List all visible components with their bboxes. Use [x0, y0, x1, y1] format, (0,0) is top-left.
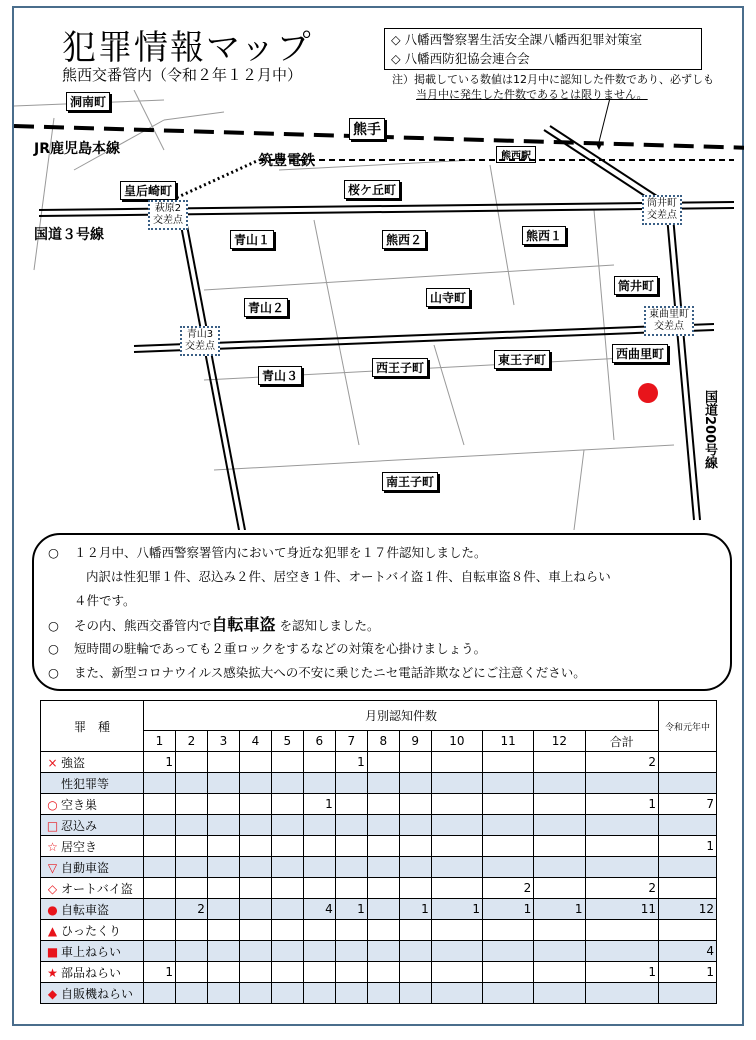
count-cell [239, 836, 271, 857]
table-row [41, 794, 717, 815]
crime-category [41, 941, 144, 962]
count-cell [534, 983, 585, 1004]
count-cell: 1 [144, 962, 176, 983]
count-cell [431, 941, 482, 962]
map-lines [14, 90, 744, 530]
count-cell [239, 941, 271, 962]
month-header: 9 [399, 731, 431, 752]
org-line-1: ◇ 八幡西警察署生活安全課八幡西犯罪対策室 [391, 32, 643, 47]
count-cell [367, 962, 399, 983]
count-cell [207, 773, 239, 794]
count-cell [335, 773, 367, 794]
table-row [41, 899, 717, 920]
count-cell [207, 794, 239, 815]
month-header: 8 [367, 731, 399, 752]
count-cell: 1 [534, 899, 585, 920]
label-sakuragaoka: 桜ケ丘町 [344, 180, 400, 199]
count-cell [175, 878, 207, 899]
count-cell [271, 920, 303, 941]
label-kurosaki: 皇后崎町 [120, 181, 176, 200]
month-header: 2 [175, 731, 207, 752]
count-cell [144, 920, 176, 941]
category-symbol-icon: ◆ [47, 986, 58, 1001]
prev-year-cell [659, 878, 717, 899]
info-line-4: ○ その内、熊西交番管内で自転車盗 を認知しました。 [48, 615, 380, 634]
month-header: 11 [483, 731, 534, 752]
category-name: 居空き [61, 839, 98, 854]
count-cell [431, 752, 482, 773]
count-cell [271, 941, 303, 962]
category-symbol-icon: □ [46, 818, 59, 833]
count-cell [483, 962, 534, 983]
month-header: 12 [534, 731, 585, 752]
count-cell [534, 941, 585, 962]
category-symbol-icon: ● [47, 902, 58, 917]
crime-category [41, 920, 144, 941]
page-title: 犯罪情報マップ [62, 28, 313, 68]
count-cell: 1 [585, 962, 658, 983]
count-cell [335, 962, 367, 983]
note-line-1: 注）掲載している数値は12月中に認知した件数であり、必ずしも [392, 73, 714, 86]
emphasis-bicycle-theft: 自転車盗 [211, 615, 276, 634]
count-cell [534, 857, 585, 878]
crossing-tsutsui: 筒井町 交差点 [642, 195, 682, 225]
category-symbol-icon: ▲ [47, 923, 58, 938]
count-cell [399, 983, 431, 1004]
prev-year-cell: 12 [659, 899, 717, 920]
count-cell [399, 773, 431, 794]
count-cell: 2 [175, 899, 207, 920]
category-symbol-icon: ★ [47, 965, 58, 980]
label-sannji: 山寺町 [426, 288, 470, 307]
label-jr-line: JR鹿児島本線 [34, 141, 120, 157]
table-row [41, 815, 717, 836]
prev-year-header: 令和元年中 [659, 701, 717, 752]
crime-stats-table [40, 700, 717, 1004]
crime-map [14, 90, 744, 530]
count-cell [175, 983, 207, 1004]
count-cell [239, 752, 271, 773]
count-cell [239, 983, 271, 1004]
count-cell [399, 794, 431, 815]
count-cell [207, 962, 239, 983]
category-header: 罪 種 [41, 701, 144, 752]
count-cell [303, 878, 335, 899]
category-name: ひったくり [61, 923, 122, 938]
organization-box [384, 28, 702, 70]
label-kumanishi1: 熊西１ [522, 226, 566, 245]
label-tsutsui: 筒井町 [614, 276, 658, 295]
count-cell [399, 836, 431, 857]
category-name: 空き巣 [61, 797, 98, 812]
count-cell [483, 794, 534, 815]
count-cell [271, 878, 303, 899]
count-cell [239, 899, 271, 920]
count-cell [271, 773, 303, 794]
count-cell: 1 [335, 899, 367, 920]
count-cell [367, 983, 399, 1004]
info-line-2: 内訳は性犯罪１件、忍込み２件、居空き１件、オートバイ盗１件、自転車盗８件、車上ねらい [86, 569, 611, 584]
label-station: 熊西駅 [496, 146, 536, 163]
count-cell [483, 815, 534, 836]
month-header: 合計 [585, 731, 658, 752]
info-line-1: ○ １２月中、八幡西警察署管内において身近な犯罪を１７件認知しました。 [48, 545, 487, 560]
bicycle-theft-marker [638, 383, 658, 403]
label-route-3: 国道３号線 [34, 227, 104, 243]
note-line-2: 当月中に発生した件数であるとは限りません。 [416, 88, 648, 101]
crime-category [41, 962, 144, 983]
count-cell [144, 815, 176, 836]
count-cell [585, 983, 658, 1004]
count-cell [585, 815, 658, 836]
count-cell [335, 878, 367, 899]
count-cell [483, 836, 534, 857]
count-cell: 1 [335, 752, 367, 773]
count-cell: 4 [303, 899, 335, 920]
count-cell [399, 941, 431, 962]
count-cell [585, 920, 658, 941]
crime-category [41, 836, 144, 857]
count-cell [303, 920, 335, 941]
count-cell [483, 773, 534, 794]
org-line-2: ◇ 八幡西防犯協会連合会 [391, 51, 530, 66]
count-cell [271, 836, 303, 857]
label-kumate: 熊手 [349, 118, 385, 140]
count-cell [585, 773, 658, 794]
month-header: 6 [303, 731, 335, 752]
count-cell [335, 983, 367, 1004]
count-cell [483, 941, 534, 962]
count-cell [483, 857, 534, 878]
count-cell [175, 941, 207, 962]
count-cell: 1 [585, 794, 658, 815]
count-cell [367, 794, 399, 815]
category-symbol-icon: ☆ [47, 839, 58, 854]
count-cell [534, 878, 585, 899]
month-header: 10 [431, 731, 482, 752]
prev-year-cell [659, 773, 717, 794]
count-cell [207, 857, 239, 878]
count-cell [207, 836, 239, 857]
info-box [32, 533, 732, 691]
count-cell: 1 [483, 899, 534, 920]
count-cell: 2 [585, 752, 658, 773]
count-cell [585, 857, 658, 878]
category-name: 忍込み [61, 818, 98, 833]
crime-category [41, 794, 144, 815]
category-name: 性犯罪等 [61, 776, 110, 791]
table-row [41, 773, 717, 794]
prev-year-cell [659, 815, 717, 836]
count-cell [534, 773, 585, 794]
count-cell [303, 857, 335, 878]
count-cell [335, 815, 367, 836]
count-cell [207, 899, 239, 920]
count-cell [303, 983, 335, 1004]
count-cell [534, 836, 585, 857]
crime-category [41, 899, 144, 920]
prev-year-cell: 7 [659, 794, 717, 815]
table-row [41, 962, 717, 983]
count-cell [367, 836, 399, 857]
count-cell [303, 752, 335, 773]
crossing-higashimagari: 東曲里町 交差点 [644, 306, 694, 336]
category-name: 自転車盗 [61, 902, 110, 917]
count-cell [399, 815, 431, 836]
count-cell [534, 815, 585, 836]
count-cell [399, 752, 431, 773]
info-line-5: ○ 短時間の駐輪であっても２重ロックをするなどの対策を心掛けましょう。 [48, 641, 487, 656]
label-aoyama1: 青山１ [230, 230, 274, 249]
prev-year-cell [659, 983, 717, 1004]
count-cell [271, 962, 303, 983]
count-cell [239, 794, 271, 815]
count-cell [431, 815, 482, 836]
count-cell: 1 [303, 794, 335, 815]
count-cell [239, 962, 271, 983]
count-cell [367, 899, 399, 920]
table-row [41, 857, 717, 878]
count-cell [239, 815, 271, 836]
count-cell [175, 920, 207, 941]
count-cell [239, 773, 271, 794]
count-cell [239, 857, 271, 878]
count-cell [367, 941, 399, 962]
monthly-header: 月別認知件数 [144, 701, 659, 731]
count-cell [144, 773, 176, 794]
count-cell [367, 878, 399, 899]
category-symbol-icon: ■ [46, 944, 59, 959]
category-name: オートバイ盗 [61, 881, 133, 896]
count-cell [271, 983, 303, 1004]
count-cell [483, 752, 534, 773]
count-cell [367, 815, 399, 836]
count-cell [175, 836, 207, 857]
table-row [41, 752, 717, 773]
label-nishioji: 西王子町 [372, 358, 428, 377]
count-cell [431, 773, 482, 794]
category-name: 自動車盗 [61, 860, 110, 875]
count-cell [367, 857, 399, 878]
count-cell [335, 857, 367, 878]
category-symbol-icon: ▽ [47, 860, 58, 875]
label-route-200: 国道200号線 [702, 390, 717, 470]
prev-year-cell [659, 752, 717, 773]
count-cell [335, 836, 367, 857]
count-cell [367, 920, 399, 941]
count-cell: 1 [144, 752, 176, 773]
count-cell [431, 794, 482, 815]
count-cell [175, 962, 207, 983]
count-cell [534, 752, 585, 773]
count-cell [144, 878, 176, 899]
month-header: 3 [207, 731, 239, 752]
count-cell [303, 962, 335, 983]
count-cell [534, 794, 585, 815]
category-symbol-icon: ○ [47, 797, 58, 812]
category-name: 部品ねらい [61, 965, 122, 980]
prev-year-cell: 1 [659, 962, 717, 983]
label-nishimagari: 西曲里町 [612, 344, 668, 363]
count-cell [271, 794, 303, 815]
month-header: 4 [239, 731, 271, 752]
count-cell [303, 815, 335, 836]
count-cell [175, 815, 207, 836]
count-cell [483, 920, 534, 941]
count-cell: 1 [431, 899, 482, 920]
prev-year-cell [659, 857, 717, 878]
count-cell [239, 920, 271, 941]
count-cell [239, 878, 271, 899]
count-cell [271, 815, 303, 836]
crime-category [41, 857, 144, 878]
category-symbol-icon: × [47, 755, 58, 770]
label-higashioji: 東王子町 [494, 350, 550, 369]
count-cell [483, 983, 534, 1004]
count-cell [335, 941, 367, 962]
crime-category [41, 752, 144, 773]
count-cell [534, 920, 585, 941]
category-symbol-icon: ◇ [47, 881, 58, 896]
count-cell [271, 899, 303, 920]
count-cell [144, 983, 176, 1004]
category-name: 自販機ねらい [61, 986, 134, 1001]
label-minamioji: 南王子町 [382, 472, 438, 491]
count-cell [207, 815, 239, 836]
crime-category [41, 878, 144, 899]
count-cell [271, 752, 303, 773]
category-name: 車上ねらい [61, 944, 122, 959]
crime-category [41, 983, 144, 1004]
category-name: 強盗 [61, 755, 86, 770]
label-aoyama3: 青山３ [258, 366, 302, 385]
crossing-hagiwara: 萩原2 交差点 [148, 200, 188, 230]
table-row [41, 878, 717, 899]
count-cell: 1 [399, 899, 431, 920]
count-cell [431, 962, 482, 983]
count-cell [399, 878, 431, 899]
label-kumanishi2: 熊西２ [382, 230, 426, 249]
count-cell [303, 836, 335, 857]
table-row [41, 983, 717, 1004]
page-subtitle: 熊西交番管内（令和２年１２月中） [62, 66, 303, 84]
label-aoyama2: 青山２ [244, 298, 288, 317]
count-cell [585, 941, 658, 962]
count-cell [431, 878, 482, 899]
count-cell [303, 941, 335, 962]
crime-category [41, 815, 144, 836]
count-cell [144, 899, 176, 920]
count-cell [585, 836, 658, 857]
count-cell [431, 857, 482, 878]
count-cell [144, 794, 176, 815]
count-cell [175, 773, 207, 794]
count-cell [207, 941, 239, 962]
info-line-3: ４件です。 [74, 593, 136, 608]
count-cell [399, 962, 431, 983]
count-cell [399, 920, 431, 941]
crossing-aoyama: 青山3 交差点 [180, 326, 220, 356]
count-cell [207, 983, 239, 1004]
count-cell [144, 857, 176, 878]
count-cell [399, 857, 431, 878]
count-cell [367, 773, 399, 794]
count-cell [207, 920, 239, 941]
table-row [41, 920, 717, 941]
count-cell [271, 857, 303, 878]
prev-year-cell: 1 [659, 836, 717, 857]
count-cell [175, 794, 207, 815]
count-cell [431, 920, 482, 941]
table-row [41, 941, 717, 962]
count-cell [207, 878, 239, 899]
count-cell: 2 [585, 878, 658, 899]
count-cell: 11 [585, 899, 658, 920]
count-cell [303, 773, 335, 794]
count-cell [534, 962, 585, 983]
table-row [41, 836, 717, 857]
count-cell [144, 941, 176, 962]
label-domi: 洞南町 [66, 92, 110, 111]
count-cell [207, 752, 239, 773]
count-cell [144, 836, 176, 857]
count-cell: 2 [483, 878, 534, 899]
count-cell [175, 857, 207, 878]
info-line-6: ○ また、新型コロナウイルス感染拡大への不安に乗じたニセ電話詐欺などにご注意ください。 [48, 665, 586, 680]
count-cell [335, 794, 367, 815]
label-chikuho-line: 筑豊電鉄 [259, 153, 315, 169]
count-cell [367, 752, 399, 773]
count-cell [431, 983, 482, 1004]
count-cell [175, 752, 207, 773]
crime-category [41, 773, 144, 794]
count-cell [431, 836, 482, 857]
month-header: 7 [335, 731, 367, 752]
month-header: 1 [144, 731, 176, 752]
count-cell [335, 920, 367, 941]
month-header: 5 [271, 731, 303, 752]
prev-year-cell [659, 920, 717, 941]
prev-year-cell: 4 [659, 941, 717, 962]
